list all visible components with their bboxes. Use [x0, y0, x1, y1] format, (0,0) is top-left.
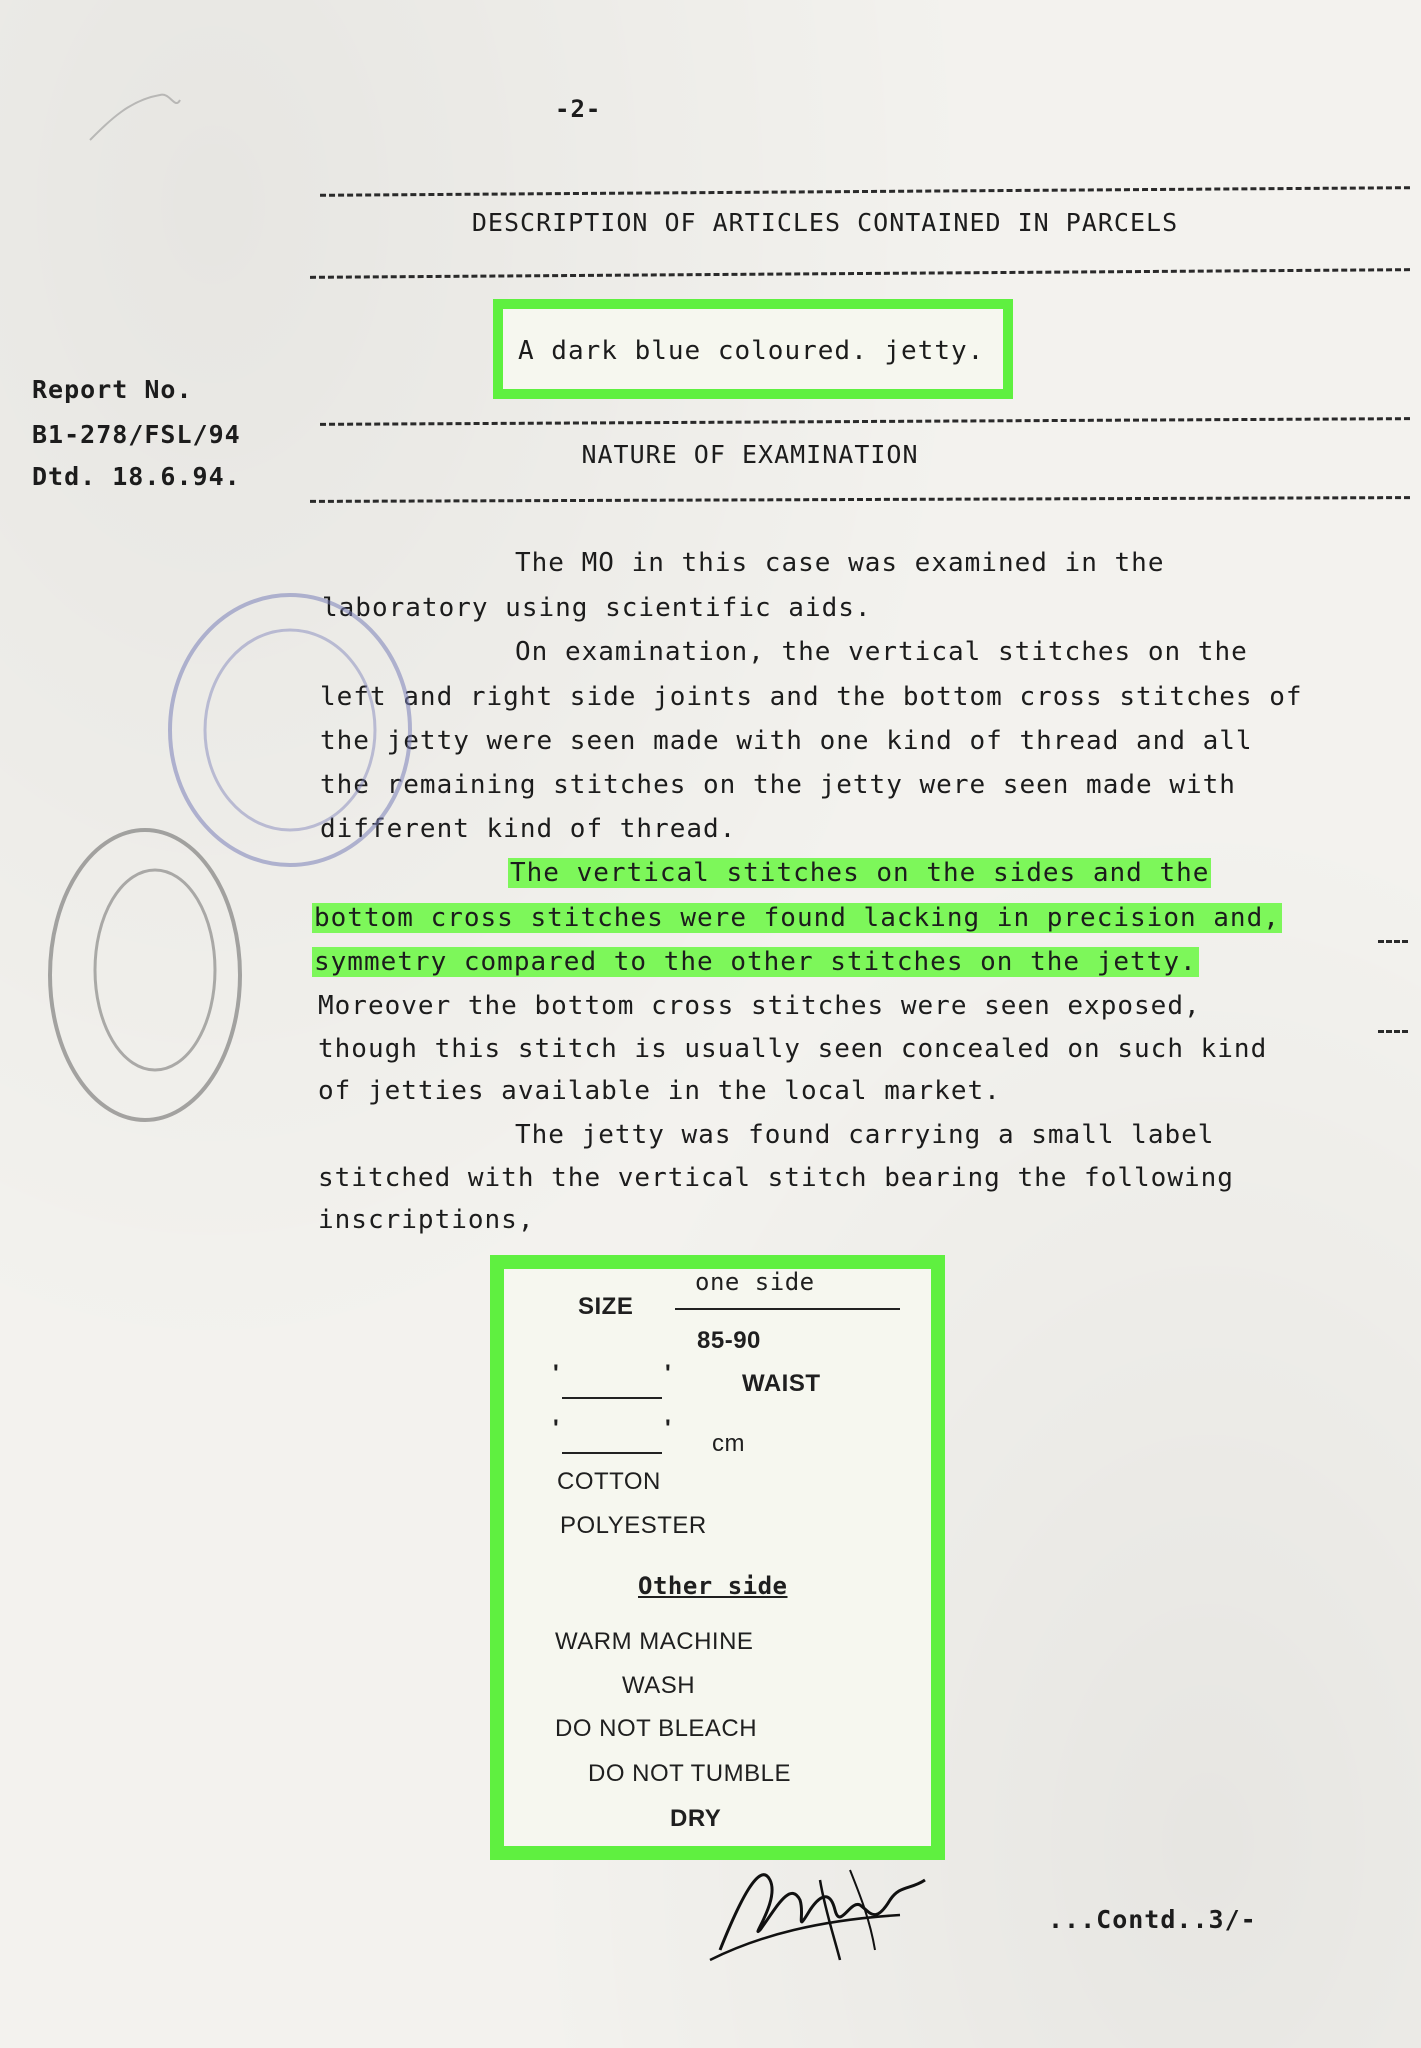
articles-heading: DESCRIPTION OF ARTICLES CONTAINED IN PARCELS — [471, 208, 1179, 237]
contd-note: ...Contd..3/- — [1048, 1905, 1257, 1934]
para3-highlight-line1: The vertical stitches on the sides and the — [510, 858, 1210, 888]
label-size-rule — [675, 1308, 900, 1310]
label-one-side: one side — [695, 1268, 815, 1296]
label-waist: WAIST — [742, 1370, 821, 1397]
nature-heading: NATURE OF EXAMINATION — [581, 440, 919, 469]
label-tick-4: ' — [665, 1415, 672, 1442]
para3-line4: Moreover the bottom cross stitches were seen exposed, — [318, 991, 1201, 1021]
para3-line5: though this stitch is usually seen concealed on such kind — [318, 1034, 1268, 1064]
rule-3 — [320, 417, 1410, 426]
report-label: Report No. — [32, 375, 193, 404]
signature-image — [700, 1840, 950, 1970]
corner-mark — [80, 80, 190, 150]
article-description: A dark blue coloured. jetty. — [518, 336, 985, 366]
para1-line1: The MO in this case was examined in the — [515, 548, 1165, 578]
page-number: -2- — [555, 95, 602, 123]
para2-line5: different kind of thread. — [320, 814, 737, 844]
label-polyester: POLYESTER — [560, 1512, 707, 1539]
label-blank-1 — [562, 1397, 662, 1399]
para4-line2: stitched with the vertical stitch bearing the following — [318, 1163, 1234, 1193]
para3-highlight-line3: symmetry compared to the other stitches on the jetty. — [314, 947, 1197, 977]
report-number: B1-278/FSL/94 — [32, 420, 241, 449]
para3-highlight-line2: bottom cross stitches were found lacking in precision and, — [314, 903, 1280, 933]
laboratory-stamp — [40, 820, 250, 1130]
para4-line1: The jetty was found carrying a small label — [515, 1120, 1215, 1150]
court-stamp — [160, 585, 420, 875]
label-wash: WASH — [622, 1672, 696, 1699]
label-size-value: 85-90 — [697, 1327, 761, 1354]
para2-line1: On examination, the vertical stitches on the — [515, 637, 1248, 667]
label-do-not-bleach: DO NOT BLEACH — [555, 1715, 758, 1742]
rule-2 — [310, 268, 1410, 279]
para4-line3: inscriptions, — [318, 1205, 535, 1235]
label-other-side: Other side — [638, 1572, 788, 1600]
label-tick-2: ' — [665, 1360, 672, 1387]
label-do-not-tumble: DO NOT TUMBLE — [588, 1760, 791, 1787]
para1-line2: laboratory using scientific aids. — [322, 593, 872, 623]
label-cm: cm — [712, 1430, 745, 1457]
label-tick-3: ' — [553, 1415, 560, 1442]
margin-dash-2 — [1378, 1030, 1408, 1033]
para3-line6: of jetties available in the local market. — [318, 1076, 1001, 1106]
rule-1 — [320, 186, 1410, 197]
margin-dash-1 — [1378, 940, 1408, 943]
label-size: SIZE — [578, 1293, 634, 1320]
para2-line3: the jetty were seen made with one kind of thread and all — [320, 726, 1253, 756]
para2-line4: the remaining stitches on the jetty were seen made with — [320, 770, 1236, 800]
label-dry: DRY — [670, 1805, 722, 1832]
rule-4 — [310, 496, 1410, 503]
label-cotton: COTTON — [557, 1468, 661, 1495]
label-warm-machine: WARM MACHINE — [555, 1628, 754, 1655]
para2-line2: left and right side joints and the bottom cross stitches of — [320, 682, 1303, 712]
report-date: Dtd. 18.6.94. — [32, 462, 241, 491]
label-blank-2 — [562, 1452, 662, 1454]
label-tick-1: ' — [553, 1360, 560, 1387]
